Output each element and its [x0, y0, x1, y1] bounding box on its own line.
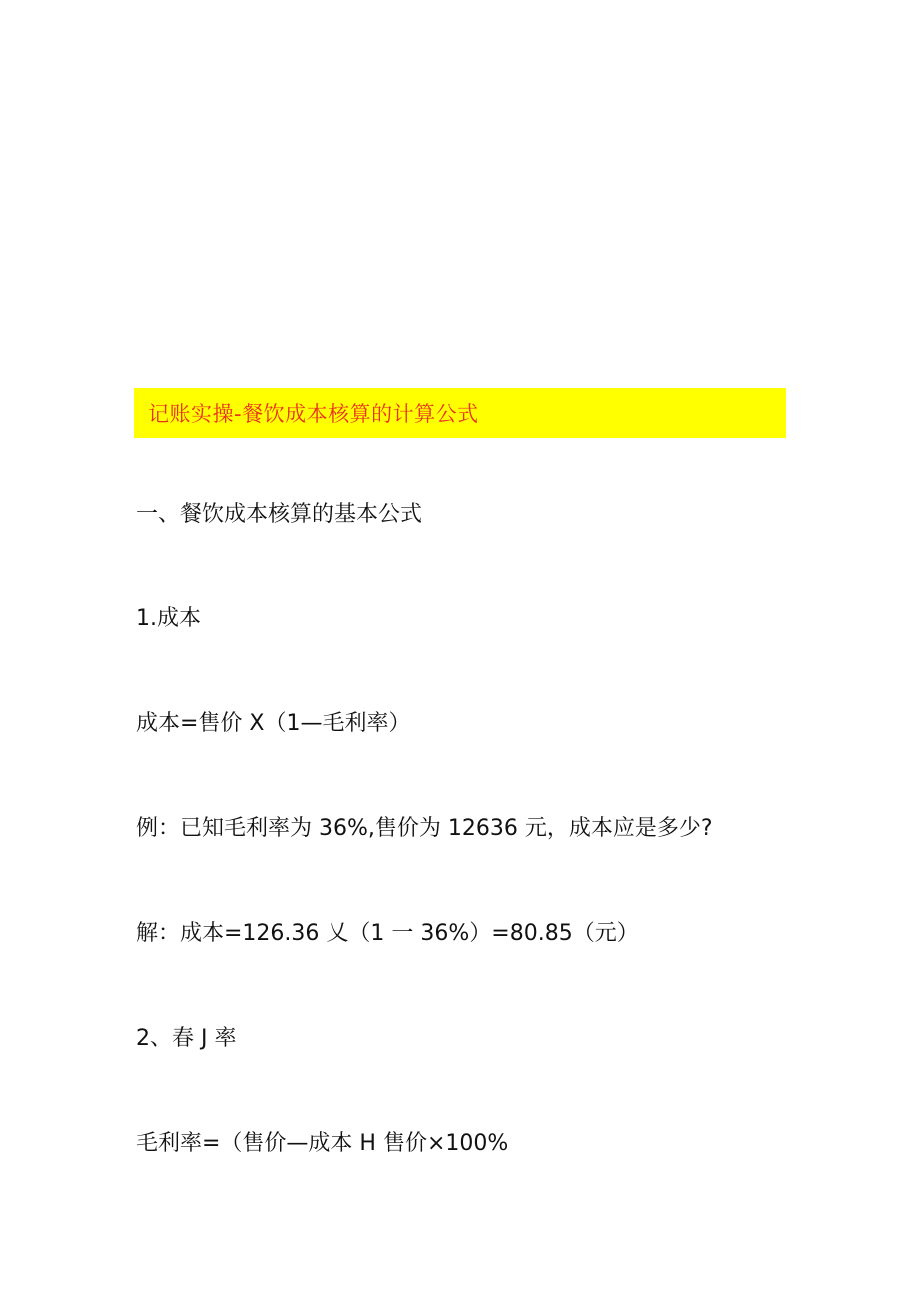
document-title: 记账实操-餐饮成本核算的计算公式 — [148, 402, 479, 426]
title-banner — [134, 388, 786, 438]
example-question: 例：已知毛利率为 36%,售价为 12636 元，成本应是多少? — [136, 816, 713, 841]
subsection-heading-rate: 2、春 J 率 — [136, 1026, 237, 1051]
cost-formula: 成本=售价 X（1—毛利率） — [136, 711, 411, 736]
example-solution: 解：成本=126.36 乂（1 一 36%）=80.85（元） — [136, 921, 639, 946]
section-heading: 一、餐饮成本核算的基本公式 — [136, 502, 423, 527]
gross-margin-formula: 毛利率=（售价—成本 H 售价×100% — [136, 1131, 509, 1156]
subsection-heading-cost: 1.成本 — [136, 606, 201, 631]
